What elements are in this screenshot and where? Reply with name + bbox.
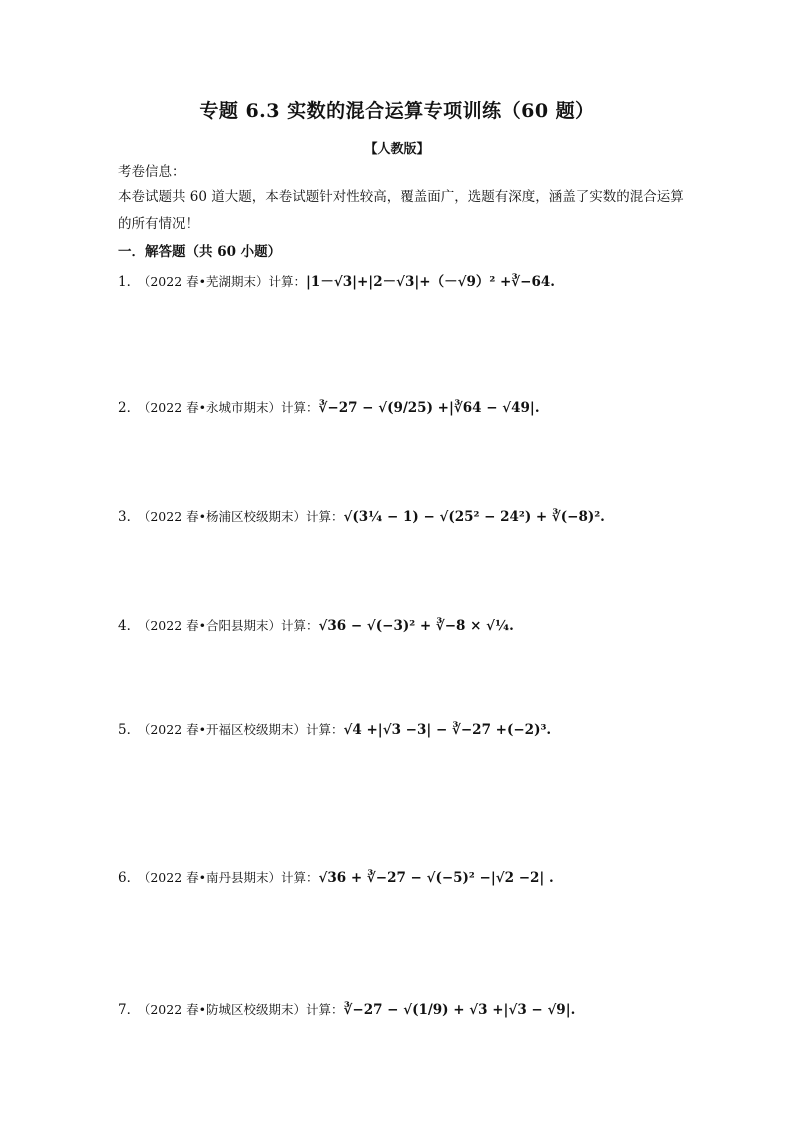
question-number: 4． — [118, 618, 141, 634]
question-expression: √36 + ∛−27 − √(−5)² −|√2 −2| . — [318, 870, 554, 886]
question-4 — [118, 614, 514, 634]
info-body: 本卷试题共 60 道大题，本卷试题针对性较高，覆盖面广，选题有深度，涵盖了实数的混合运算的所有情况！ — [118, 189, 684, 232]
question-number: 3． — [118, 509, 141, 525]
question-source: （2022 春•杨浦区校级期末）计算： — [144, 509, 344, 524]
question-expression: √(3¼ − 1) − √(25² − 24²) + ∛(−8)². — [343, 509, 605, 525]
question-number: 7． — [118, 1002, 141, 1018]
edition-label: 【人教版】 — [364, 142, 430, 157]
question-source: （2022 春•永城市期末）计算： — [144, 400, 319, 415]
question-expression: ∛−27 − √(1/9) + √3 +|√3 − √9|. — [343, 1002, 576, 1018]
question-source: （2022 春•合阳县期末）计算： — [144, 618, 319, 633]
question-7 — [118, 998, 575, 1018]
document-title: 专题 6.3 实数的混合运算专项训练（60 题） — [199, 100, 595, 122]
question-number: 5． — [118, 722, 141, 738]
question-1 — [118, 270, 555, 290]
question-number: 6． — [118, 870, 141, 886]
question-number: 1． — [118, 274, 141, 290]
question-source: （2022 春•芜湖期末）计算： — [144, 274, 307, 289]
question-number: 2． — [118, 400, 141, 416]
question-source: （2022 春•防城区校级期末）计算： — [144, 1002, 344, 1017]
question-3 — [118, 505, 605, 525]
info-label: 考卷信息： — [118, 164, 186, 180]
question-source: （2022 春•南丹县期末）计算： — [144, 870, 319, 885]
question-expression: √36 − √(−3)² + ∛−8 × √¼. — [318, 618, 514, 634]
question-6 — [118, 866, 554, 886]
question-source: （2022 春•开福区校级期末）计算： — [144, 722, 344, 737]
question-5 — [118, 718, 551, 738]
question-expression: √4 +|√3 −3| − ∛−27 +(−2)³. — [343, 722, 552, 738]
question-expression: |1－√3|+|2－√3|+（－√9）² +∛−64. — [306, 274, 555, 290]
question-expression: ∛−27 − √(9/25) +|∛64 − √49|. — [318, 400, 540, 416]
section-heading: 一．解答题（共 60 小题） — [118, 244, 282, 260]
question-2 — [118, 396, 540, 416]
